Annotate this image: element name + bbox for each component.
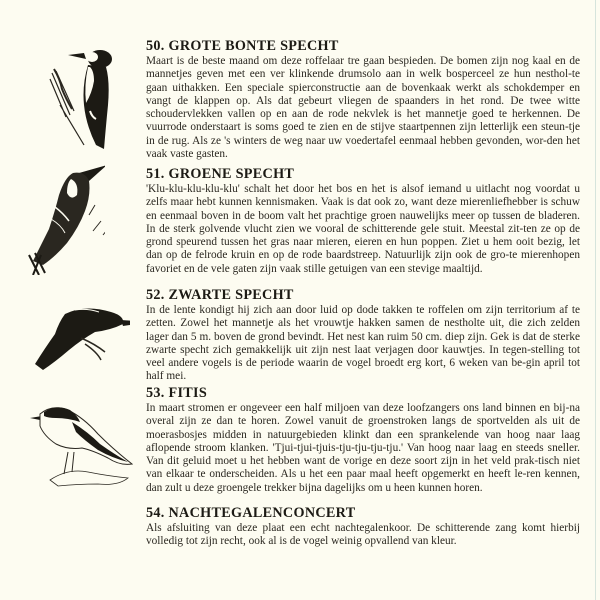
section-text: Als afsluiting van deze plaat een echt nachtegalenkoor. De schitterende zang komt hierbij volledig tot zijn recht, ook al is de vogel weinig opvallend van kleur.: [146, 522, 580, 548]
section-text: In maart stromen er ongeveer een half miljoen van deze loofzangers ons land binnen en bij-na overal zijn ze dan te horen. Zowel vanuit de groenstroken langs de sportvelden als uit de moerasbosjes midden in natuurgebieden klinkt dan een sprankelende van hoog naar laag aflopende stroom klanken. 'Tjui-tjui-tjuis-tju-tju-tju-tju.' Van hoog naar laag en steeds sneller. Van dit geluid moet u het hebben want de vorige en deze soort zijn in het veld prak-tisch niet van elkaar te onderscheiden. Als u het een paar maal heeft opgemerkt en heeft le-ren kennen, dan zult u deze groengele trekker bijna dagelijks om u heen kunnen horen.: [146, 402, 580, 494]
black-woodpecker-icon: [25, 300, 130, 370]
section-text: In de lente kondigt hij zich aan door luid op dode takken te roffelen om zijn territorium af te zetten. Zowel het mannetje als het vrouwtje hakken samen de nestholte uit, die zich zelden lager dan 5 m. boven de grond bevindt. Het nest kan ruim 50 cm. diep zijn. Gek is dat de sterke zwarte specht zich gemakkelijk uit zijn nest laat verjagen door kauwtjes. In tegen-stelling tot veel andere vogels is de periode waarin de vogel broedt erg kort, 6 weken van be-gin april tot half mei.: [146, 304, 580, 383]
page-edge-line: [595, 0, 596, 600]
section-heading: 53. FITIS: [146, 385, 208, 401]
section-fitis: [146, 386, 580, 495]
section-grote-bonte-specht: [146, 39, 580, 161]
section-heading: 52. ZWARTE SPECHT: [146, 287, 294, 303]
section-heading: 50. GROTE BONTE SPECHT: [146, 38, 339, 54]
section-text: 'Klu-klu-klu-klu-klu' schalt het door het bos en het is alsof iemand u uitlacht nog voordat u zelfs maar hebt kunnen kennismaken. Vaak is dat ook zo, want deze mierenliefhebber is schuw en eenmaal boven in de boom valt het prachtige groen nauwelijks meer op tussen de bladeren. In de sterk golvende vlucht zien we vooral de schitterende gele stuit. Meestal zit-ten ze op de grond speurend tussen het gras naar mieren, eieren en hun poppen. Ziet u hem ooit bezig, let dan op de felrode kruin en op de rode baardstreep. Natuurlijk zijn ook de gro-te mierenhopen favoriet en de vele gaten zijn vaak stille getuigen van een stevige maaltijd.: [146, 183, 580, 275]
section-nachtegalenconcert: [146, 506, 580, 549]
section-zwarte-specht: [146, 288, 580, 384]
section-heading: 51. GROENE SPECHT: [146, 166, 295, 182]
green-woodpecker-icon: [15, 165, 105, 275]
great-spotted-woodpecker-icon: [40, 45, 115, 155]
section-text: Maart is de beste maand om deze roffelaar tre gaan bespieden. De bomen zijn nog kaal en de mannetjes geven met een ver klinkende drumsolo aan in welk bosperceel ze hun nesthol-te gaan uithakken. Een speciale spierconstructie aan de bovenkaak werkt als schokdemper en vangt de klappen op. Als dat gebeurt vliegen de spaanders in het rond. De twee witte schoudervlekken vallen op en aan de rode nekvlek is het mannetje goed te herkennen. De vuurrode onderstaart is soms goed te zien en de stijve staartpennen zijn letterlijk een steun-tje in de rug. Als ze 's winters de weg naar uw voedertafel eenmaal hebben gevonden, wor-den het vaak vaste gasten.: [146, 55, 580, 161]
section-heading: 54. NACHTEGALENCONCERT: [146, 505, 356, 521]
willow-warbler-icon: [28, 392, 133, 487]
section-groene-specht: [146, 167, 580, 276]
